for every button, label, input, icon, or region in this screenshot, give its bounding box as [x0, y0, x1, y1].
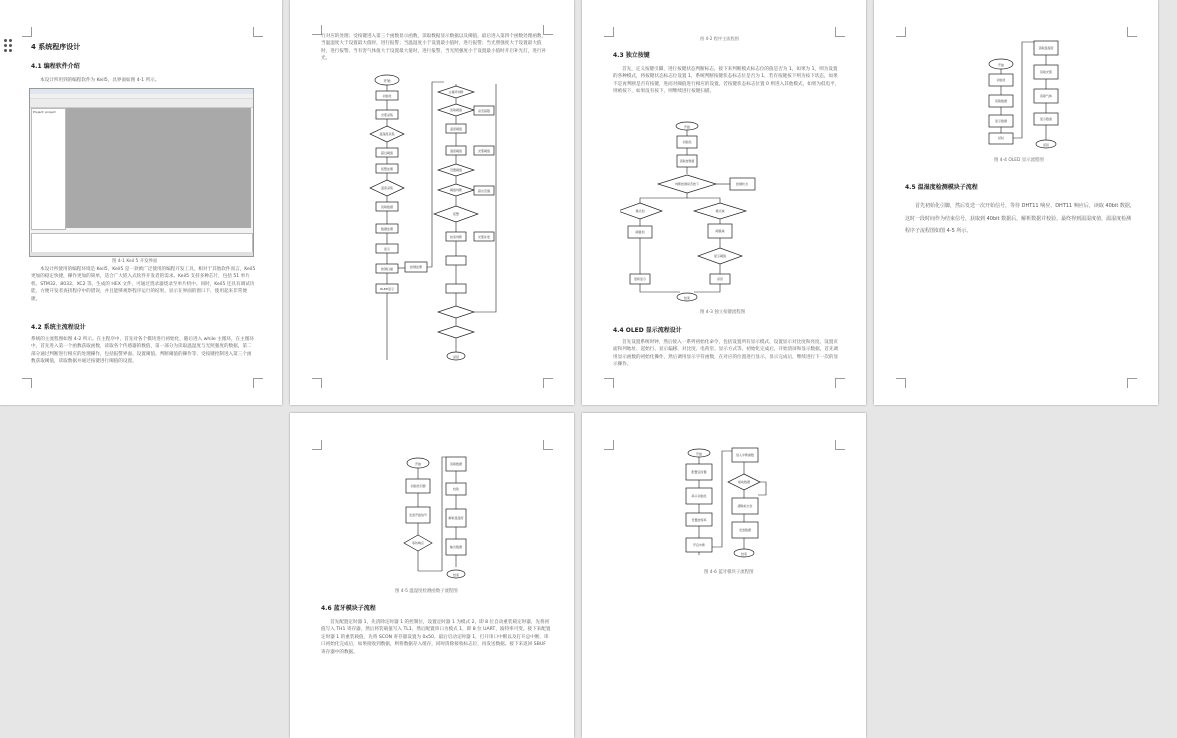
- flow-label: 结束: [452, 573, 460, 577]
- flow-label: 开始: [997, 63, 1005, 67]
- oled-flowchart: [984, 40, 1074, 152]
- paragraph: 系统的主流程图如图 4-2 所示。在主程序中，首先对各个模块进行初始化，随后进入 while 主循环，在主循环中，首先进入第一个函数获取函数，读取各个传感器的数值，第一部分为读取温湿度与光照强度的数据，第二部分通过判断进行相应的处理操作，包括报警界面、设置阈值、判断阈值的操作等，受按键控制进入第三个函数获取阈值，读取数据并通过按键进行阈值的设置。: [31, 337, 254, 365]
- project-tree-item: Project: project: [33, 110, 56, 114]
- section-heading-4-4: 4.4 OLED 显示流程设计: [613, 327, 682, 334]
- flow-label: 按键扫描: [380, 267, 394, 271]
- flow-label: 温度采集: [380, 186, 394, 190]
- flow-label: 温度阈值: [449, 127, 463, 131]
- section-heading-4-6: 4.6 蓝牙模块子流程: [321, 605, 376, 612]
- flow-label: 报警处理: [380, 167, 394, 171]
- figure-caption: 图 4-5 温湿度检测函数子流程图: [395, 589, 458, 594]
- flow-label: 读取数据: [994, 99, 1008, 103]
- document-page-2: [290, 0, 574, 405]
- flow-label: 开启中断: [692, 543, 706, 547]
- figure-caption: 图 4-4 OLED 显示流程图: [994, 158, 1044, 163]
- flow-label: 发送数据: [738, 528, 752, 532]
- flow-label: 读取光照: [1039, 70, 1053, 74]
- flow-label: 模式加: [635, 209, 645, 213]
- flow-label: 读取阈值: [449, 108, 463, 112]
- flow-label: 阈值判断: [449, 188, 463, 192]
- paragraph: 首先初始化引脚，然后发送一次开始信号，等待 DHT11 响应，DHT11 响应后，读取 40bit 数据，这时一段时间作为结束信号，获取到 40bit 数据后，解析数据并校验，最终得到温湿度值，温湿度检测程序子流程图如图 4-5 所示。: [905, 203, 1135, 234]
- flow-label: 初始化: [382, 94, 392, 98]
- figure-caption: 图 4-1 Keil 5 开发界面: [112, 259, 158, 264]
- flow-label: 读取数据: [380, 205, 394, 209]
- paragraph: 行对应的处理；受按键进入第三个函数显示函数，读取数据显示数据以及阈值，最后进入第四个函数处理函数，当温湿度大于设置最大值时，进行报警；当温湿度小于设置最小值时，进行报警；当光照强度大于设置最大值时，进行报警。当有害气体值大于设置最大值时，进行报警，当光照强度小于设置最小值时开启补光灯，进行补光。: [321, 34, 547, 62]
- chapter-heading: 4 系统程序设计: [31, 43, 81, 51]
- paragraph: 首先配置定时器 1，先清除定时器 1 的控制位，设置定时器 1 为模式 2，即 8 位自动重装载定时器，先将初值写入 TH1 寄存器，然后将装载值写入 TL1，然后配置串口为模式 1，即 8 位 UART，波特率可变。接下来配置定时器 1 的重装载值，先将 SCON 寄存器设置为 0x50，最后启动定时器 1，打开串口中断以及打开总中断，串口初始化完成后，如果接收到数据，则将数据存入缓存，同时清除接收标志位，再发送数据。接下来返回 SBUF 寄存器中的数据。: [321, 620, 551, 655]
- flow-step: [446, 256, 466, 265]
- section-heading-4-5: 4.5 温湿度检测模块子流程: [905, 184, 978, 191]
- dht11-flowchart: [402, 453, 472, 581]
- flow-label: 等待响应: [411, 541, 425, 545]
- flow-label: 设置阈值: [449, 168, 463, 172]
- flow-label: 返回: [716, 277, 724, 281]
- flow-label: 显示数值: [1039, 117, 1053, 121]
- paragraph: 首先，定义按键引脚，进行按键状态判断标志，接下来判断模式标志位的值是否为 1，如果为 1，则为设置的各种模式，将按键状态标志位设置 1，系统判断按键状态标志位是否为 1，若有按键按下则为按下状态，如果不是再判断是否有按键，进而对阈值进行相应的设置。若按键状态标志位置 0 则进入其他模式，如果为低电平，则被按下，如果没有按下，则继续进行按键扫描。: [613, 67, 840, 95]
- section-heading-4-3: 4.3 独立按键: [613, 52, 650, 59]
- main-flowchart: [360, 74, 510, 364]
- flow-label: 开始: [683, 125, 691, 129]
- flow-label: 报警: [452, 212, 460, 216]
- flow-label: 初始化: [996, 78, 1006, 82]
- flow-label: 超出范围: [477, 189, 491, 193]
- flow-label: 结束判断: [449, 235, 463, 239]
- flow-label: 光照补偿: [477, 235, 491, 239]
- flow-label: 更新显示: [633, 277, 647, 281]
- paragraph: 本设计所用到的编程软件为 Keil5，具界面如图 4-1 所示。: [40, 78, 160, 83]
- drag-handle-icon[interactable]: [4, 39, 12, 52]
- flow-label: 显示阈值: [713, 254, 727, 258]
- flow-label: 开始: [414, 462, 422, 466]
- flow-label: 发送开始信号: [408, 513, 428, 517]
- key-flowchart: [620, 120, 770, 304]
- flow-label: 显示: [383, 247, 391, 251]
- flow-label: 解析温湿度: [448, 516, 464, 520]
- keil-screenshot-image: [29, 88, 254, 257]
- flow-label: 按键状态: [735, 182, 749, 186]
- document-page-5: [290, 413, 574, 738]
- flow-label: 设置波特率: [691, 518, 707, 522]
- flow-label: OLED显示: [379, 287, 395, 291]
- paragraph: 本设计所使用的编程环境是 Keil5，Keil5 是一款被广泛使用的编程开发工具，相对于其他软件而言，Keil5 更加的稳定快捷，操作更加的简单，适合广大嵌入式软件开发者的需求。Keil5 支持多种芯片，包括 51 单片机、STM32、8032、XC2 等。生成的 HEX 文件，可通过烧录器烧录至单片机中。同时，Keil5 还具有调试功能，方便开发者查找程序中的错误，并且能够观察程序运行的结果，显示在界面的窗口下，使用起来非常便捷。: [31, 267, 256, 302]
- flow-label: 结束: [683, 296, 691, 300]
- flow-label: 阈值加: [635, 230, 645, 234]
- flow-label: 校验: [452, 487, 460, 491]
- flow-label: 返回: [1042, 143, 1050, 147]
- flow-label: 读取数据: [449, 462, 463, 466]
- document-page-3: [582, 0, 866, 405]
- flow-label: 配置定时器: [691, 470, 707, 474]
- running-header: 图 4-2 程序主流程图: [700, 36, 739, 41]
- paragraph: 首先设置系统时钟，然后接入一系列初始化命令，包括设置所有显示模式、设置显示对比度和亮度、设置页面和列地址、起始行、显示偏移、对比度、电荷泵、显示方式等。初始化完成后，开始清屏和显示数据，首先调用显示函数的初始化操作，然后调用显示字符函数，在对应的位置进行显示，显示完成后，继续进行下一次的显示操作。: [613, 340, 839, 368]
- flow-label: 温湿度采集: [379, 132, 395, 136]
- flow-label: 开始: [383, 79, 391, 83]
- flow-label: 延时: [997, 136, 1005, 140]
- flow-label: 主循环判断: [448, 90, 464, 94]
- flow-label: 超过阈值: [380, 151, 394, 155]
- document-page-1: [0, 0, 282, 405]
- flow-label: 判断按键是否按下: [674, 182, 700, 186]
- flow-label: 读取温湿度: [1038, 46, 1054, 50]
- document-page-6: [582, 413, 866, 738]
- flow-label: 是否超限: [477, 109, 491, 113]
- figure-caption: 图 4-6 蓝牙模块子流程图: [704, 570, 754, 575]
- flow-label: 结束: [740, 552, 748, 556]
- flow-label: 读取气体: [1039, 94, 1053, 98]
- flow-label: 显示数据: [994, 119, 1008, 123]
- flow-label: 模式减: [715, 209, 725, 213]
- flow-label: 进入中断函数: [735, 453, 755, 457]
- flow-label: 返回: [452, 355, 460, 359]
- flow-step: [446, 284, 466, 293]
- flow-decision: [438, 306, 474, 318]
- flow-label: 按键处理: [409, 265, 423, 269]
- section-heading-4-1: 4.1 编程软件介绍: [31, 63, 80, 70]
- flow-label: 开始: [695, 452, 703, 456]
- flow-label: 初始化引脚: [410, 484, 426, 488]
- flow-decision: [438, 326, 474, 338]
- flow-label: 湿度阈值: [449, 149, 463, 153]
- flow-label: 清除标志位: [737, 504, 753, 508]
- flow-label: 接收数据: [737, 480, 751, 484]
- flow-label: 初始化: [682, 140, 692, 144]
- section-heading-4-2: 4.2 系统主流程设计: [31, 324, 86, 331]
- flow-label: 光照采集: [380, 113, 394, 117]
- flow-label: 阈值减: [715, 229, 725, 233]
- figure-caption: 图 4-3 独立按键流程图: [700, 310, 746, 315]
- bluetooth-flowchart: [682, 447, 772, 563]
- document-page-4: [874, 0, 1158, 405]
- flow-label: 数据处理: [380, 227, 394, 231]
- flow-label: 输出数据: [449, 545, 463, 549]
- flow-label: 读取按键值: [679, 159, 695, 163]
- flow-label: 光照阈值: [477, 149, 491, 153]
- flow-label: 串口初始化: [691, 494, 707, 498]
